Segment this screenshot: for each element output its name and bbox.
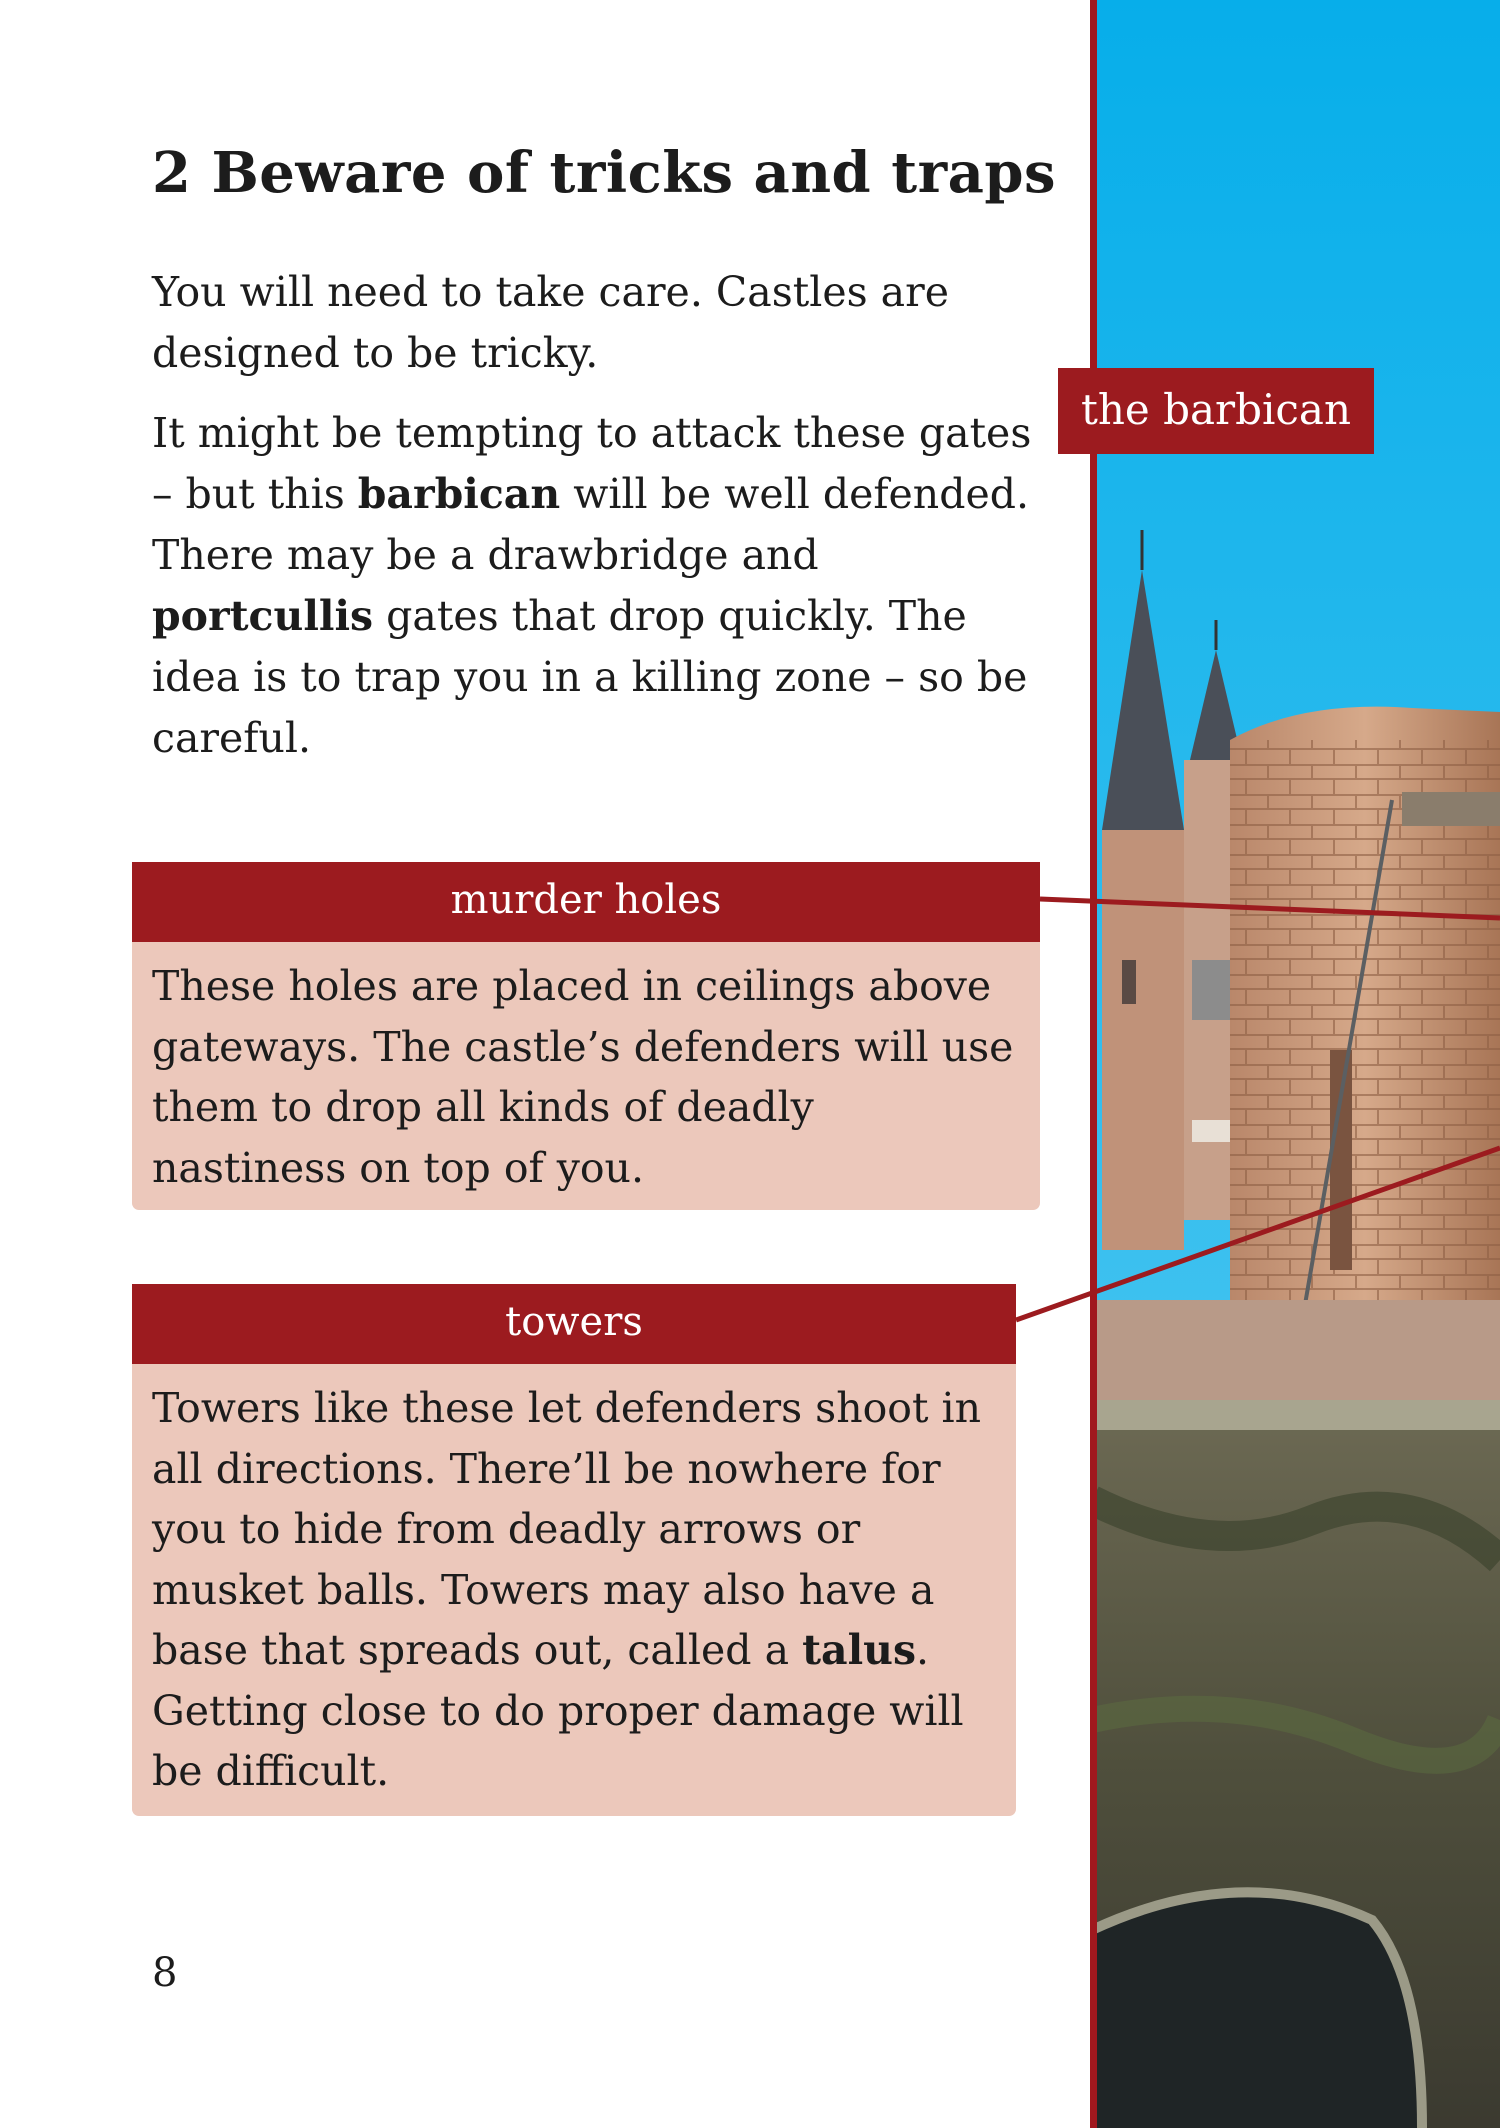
murder-holes-body: These holes are placed in ceilings above gateways. The castle’s defenders will use them to drop all kinds of deadly nastiness on top of you. [152,962,1014,1192]
intro-text [152,262,1052,788]
term-talus: talus [802,1626,917,1674]
towers-box [132,1284,1016,1816]
barbican-label: the barbican [1058,368,1374,454]
castle-photo [1092,0,1500,2128]
page-number: 8 [152,1950,178,1996]
page-title: 2 Beware of tricks and traps [152,140,1057,206]
intro-paragraph-2 [152,403,1052,769]
intro-text-run: gates that drop quickly. The idea is to trap you in a killing zone – so be careful. [152,592,1028,762]
castle-illustration [1092,0,1500,2128]
towers-text-run: . Getting close to do proper damage will be difficult. [152,1626,964,1795]
term-barbican: barbican [357,470,561,518]
intro-text-run: It might be tempting to attack these gates – but this [152,409,1032,518]
term-portcullis: portcullis [152,592,374,640]
towers-title: towers [132,1284,1016,1364]
towers-body [132,1364,1016,1824]
towers-text-run: Towers like these let defenders shoot in all directions. There’ll be nowhere for you to hide from deadly arrows or musket balls. Towers may also have a base that spreads out, called a [152,1384,981,1674]
intro-text-run: will be well defended. There may be a drawbridge and [152,470,1029,579]
vertical-divider [1090,0,1097,2128]
murder-holes-box [132,862,1040,1210]
intro-paragraph-1: You will need to take care. Castles are designed to be tricky. [152,268,949,377]
murder-holes-title: murder holes [132,862,1040,942]
